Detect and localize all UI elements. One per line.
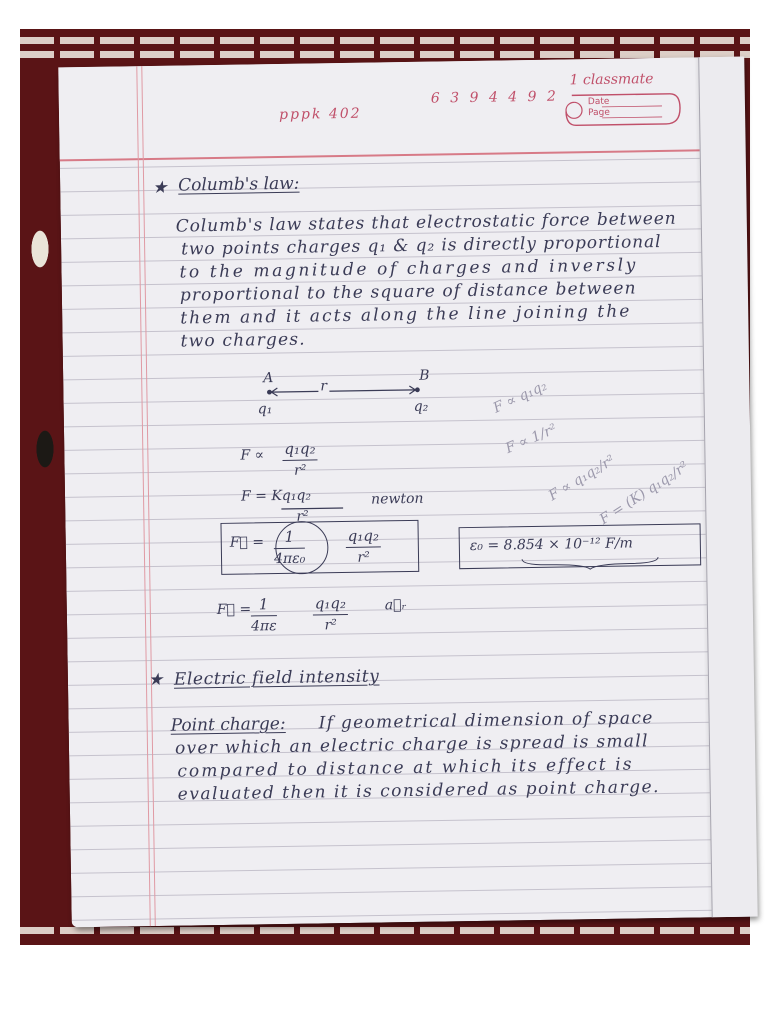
eq2-lhs: F = Kq₁q₂ <box>240 487 312 505</box>
bullet-star: ★ <box>147 669 164 691</box>
paragraph-line: two charges. <box>180 329 306 352</box>
eq1-denominator: r² <box>293 462 307 479</box>
page-label: Page <box>587 107 610 119</box>
carpet-stripe <box>20 51 750 58</box>
brand-mark: 1 classmate <box>569 71 654 89</box>
paragraph-line: proportional to the square of distance between <box>179 278 637 306</box>
charge-b-label: q₂ <box>413 398 429 415</box>
header-stamp-digits: 6 3 9 4 4 9 2 <box>430 88 559 107</box>
faint-note: F ∝ q₁q₂ <box>490 377 550 417</box>
eq3-lhs: F⃗ = <box>229 534 265 551</box>
eq4-numerator: 1 <box>251 595 277 616</box>
permittivity-value: ε₀ = 8.854 × 10⁻¹² F/m <box>469 535 634 555</box>
charge-a-label: q₁ <box>257 401 273 418</box>
eq3-charges: q₁q₂ <box>346 526 382 548</box>
paragraph-line: compared to distance at which its effect is <box>177 754 634 782</box>
section-heading-coulomb: Columb's law: <box>178 173 300 196</box>
faint-note: F ∝ 1/r² <box>503 421 560 457</box>
eq3-distance: r² <box>357 549 370 566</box>
classmate-logo <box>563 72 684 132</box>
paragraph-line: Columb's law states that electrostatic force between <box>175 208 677 237</box>
eq4-distance: r² <box>324 617 337 634</box>
bullet-star: ★ <box>152 177 168 198</box>
eq2-unit: newton <box>370 490 424 508</box>
permittivity-box <box>459 523 702 569</box>
distance-arrow <box>265 382 435 401</box>
eq3-fraction-const <box>274 528 306 567</box>
paragraph-line: If geometrical dimension of space <box>318 708 654 734</box>
faint-note: F ∝ q₁q₂/r² <box>545 452 618 505</box>
point-charge-label: Point charge: <box>170 713 286 736</box>
eq3-numerator: 1 <box>274 528 306 549</box>
notebook-page <box>58 57 756 928</box>
carpet-stripe <box>20 927 750 934</box>
eq2-denominator: r² <box>296 508 309 525</box>
eq1-fraction <box>282 439 318 479</box>
eq4-charges: q₁q₂ <box>313 594 349 616</box>
eq4-unit-vector: a⃗ᵣ <box>384 597 407 614</box>
header-doodle: pppk 402 <box>278 105 362 123</box>
eq4-denominator: 4πε <box>250 618 277 635</box>
underline-brace <box>520 555 660 571</box>
section-heading-electric-field: Electric field intensity <box>173 666 380 690</box>
paragraph-line: them and it acts along the line joining the <box>180 301 632 329</box>
eq1-numerator: q₁q₂ <box>282 439 318 461</box>
point-a-label: A <box>263 370 274 387</box>
eq3-fraction-charges <box>346 526 382 566</box>
paragraph-line: evaluated then it is considered as point charge. <box>177 777 661 805</box>
coulomb-formula-box <box>220 520 419 575</box>
eq4-fraction-const <box>251 595 277 634</box>
eq1-lhs: F ∝ <box>240 447 265 464</box>
eq3-denominator: 4πε₀ <box>273 550 306 568</box>
faint-note: F = (K) q₁q₂/r² <box>596 458 692 528</box>
paragraph-line: over which an electric charge is spread is small <box>174 731 649 759</box>
point-b-label: B <box>419 367 430 384</box>
eq2-fraction-bar <box>281 506 343 511</box>
eq4-lhs: F⃗ = <box>216 601 252 619</box>
distance-label: r <box>320 378 328 395</box>
paragraph-line: two points charges q₁ & q₂ is directly proportional <box>181 231 662 260</box>
eq4-fraction-charges <box>313 594 349 634</box>
date-label: Date <box>587 96 610 108</box>
carpet-stripe <box>20 37 750 44</box>
date-page-frame <box>562 86 683 134</box>
paragraph-line: to the magnitude of charges and inversly <box>179 255 639 283</box>
